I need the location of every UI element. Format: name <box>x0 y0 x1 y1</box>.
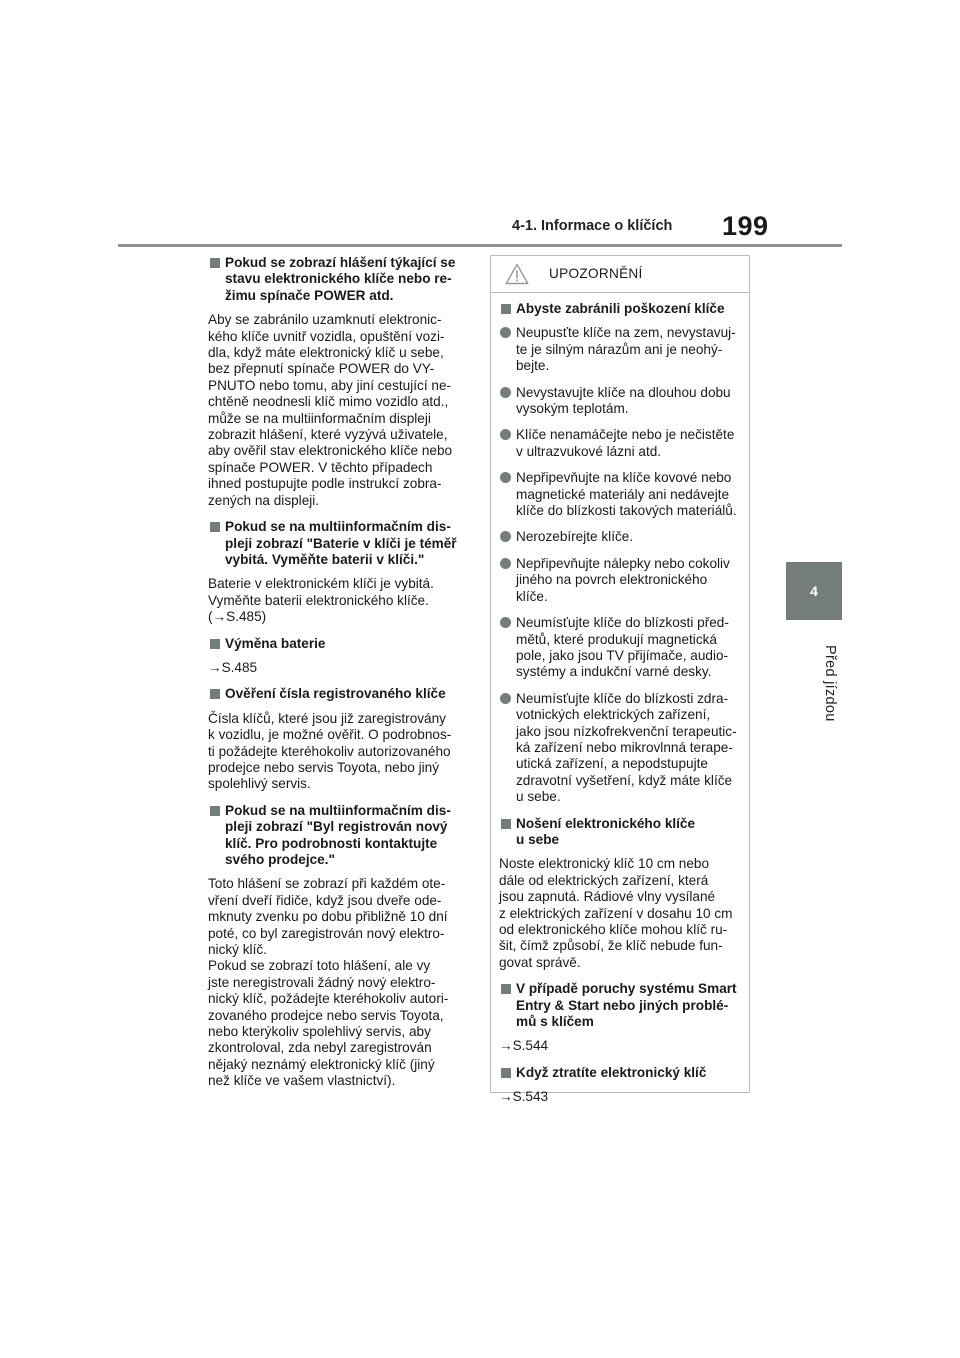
page-reference-link[interactable]: →S.485 <box>208 659 258 675</box>
list-item-text: Nevystavujte klíče na dlouhou dobu vysokým teplotám. <box>516 384 731 417</box>
heading-text: Ověření čísla registrovaného klíče <box>225 686 446 702</box>
square-bullet-icon <box>501 1068 511 1078</box>
chapter-tab[interactable]: 4 <box>786 562 842 620</box>
list-item <box>499 615 743 681</box>
heading-text: Když ztratíte elektronický klíč <box>516 1064 707 1080</box>
heading-new-key-registered <box>208 803 468 869</box>
paragraph-carrying-key: Noste elektronický klíč 10 cm nebo dále od elektrických zařízení, která jsou zapnutá. Rádiové vlny vysílané z elektrických zařízení v dosahu 10 cm od elektronického klíče mohou klíč ru- šit, čímž způsobí, že klíč nebude fun- govat správě. <box>499 856 733 970</box>
section-title: 4-1. Informace o klíčích <box>512 218 673 234</box>
square-bullet-icon <box>501 304 511 314</box>
heading-smart-entry-malfunction <box>499 981 743 1030</box>
square-bullet-icon <box>210 522 220 532</box>
round-bullet-icon <box>500 327 511 338</box>
round-bullet-icon <box>500 429 511 440</box>
heading-prevent-key-damage <box>499 301 743 317</box>
round-bullet-icon <box>500 472 511 483</box>
list-item <box>499 427 743 460</box>
heading-text: Nošení elektronického klíče u sebe <box>516 815 696 847</box>
paragraph-key-status: Aby se zabránilo uzamknutí elektronic- kého klíče uvnitř vozidla, opuštění vozi- dla, když máte elektronický klíč u sebe, bez přepnutí spínače POWER do VY- PNUTO nebo tomu, aby jiní cestující ne- chtěně neodnesli klíč mimo vozidlo atd., může se na multiinformačním displeji zobrazit hlášení, které vyzývá uživatele, aby ověřil stav elektronického klíče nebo spínače POWER. V těchto případech ihned postupujte podle instrukcí zobra- zených na displeji. <box>208 312 453 508</box>
list-item-text: Neumísťujte klíče do blízkosti zdra- votnických elektrických zařízení, jako jsou nízkofrekvenční terapeutic- ká zařízení nebo mikrovlnná terape- utická zařízení, a nepodstupujte zdravotní vyšetření, když máte klíče u sebe. <box>516 690 737 805</box>
warning-header <box>491 256 749 293</box>
square-bullet-icon <box>501 819 511 829</box>
list-item-text: Nepřipevňujte nálepky nebo cokoliv jiného na povrch elektronického klíče. <box>516 555 730 604</box>
list-item-text: Neumísťujte klíče do blízkosti před- mětů, které produkují magnetická pole, jako jsou TV přijímače, audio- systémy a indukční varné desky. <box>516 615 729 680</box>
page-reference-link[interactable]: →S.544 <box>499 1038 549 1054</box>
page-number: 199 <box>722 211 769 241</box>
list-item <box>499 529 743 545</box>
warning-triangle-icon <box>505 263 529 285</box>
paragraph-battery-low: Baterie v elektronickém klíči je vybitá. Vyměňte baterii elektronického klíče. (→S.485) <box>208 576 434 625</box>
left-column <box>208 255 468 1100</box>
heading-carrying-key <box>499 816 743 849</box>
square-bullet-icon <box>210 689 220 699</box>
round-bullet-icon <box>500 531 511 542</box>
list-item-text: Nepřipevňujte na klíče kovové nebo magnetické materiály ani nedávejte klíče do blízkosti takových materiálů. <box>516 470 737 519</box>
round-bullet-icon <box>500 387 511 398</box>
list-item <box>499 470 743 519</box>
list-item-text: Neupusťte klíče na zem, nevystavuj- te je silným nárazům ani je neohý- bejte. <box>516 325 736 374</box>
square-bullet-icon <box>210 639 220 649</box>
page-reference-link[interactable]: →S.543 <box>499 1089 549 1105</box>
chapter-title: Před jízdou <box>822 644 838 722</box>
paragraph-new-key-registered: Toto hlášení se zobrazí při každém ote- vření dveří řidiče, když jsou dveře ode- mknuty zvenku po dobu přibližně 10 dní poté, co byl zaregistrován nový elektro- nický klíč. Pokud se zobrazí toto hlášení, ale vy jste neregistrovali žádný nový elektro- nický klíč, požádejte kteréhokoliv autori- zovaného prodejce nebo servis Toyota, nebo kterýkoliv spolehlivý servis, aby zkontroloval, zda nebyl zaregistrován nějaký neznámý elektronický klíč (jiný než klíče ve vašem vlastnictví). <box>208 876 449 1089</box>
list-item <box>499 325 743 374</box>
heading-text: Pokud se na multiinformačním dis- pleji zobrazí "Baterie v klíči je téměř vybitá. Vyměňte baterii v klíči." <box>225 519 457 567</box>
header-rule <box>118 244 842 247</box>
round-bullet-icon <box>500 617 511 628</box>
warning-box <box>490 255 750 1105</box>
list-item <box>499 556 743 605</box>
heading-registered-key-check <box>208 686 468 702</box>
round-bullet-icon <box>500 558 511 569</box>
list-item-text: Nerozebírejte klíče. <box>516 529 634 545</box>
heading-text: Pokud se na multiinformačním dis- pleji zobrazí "Byl registrován nový klíč. Pro podrobnosti kontaktujte svého prodejce." <box>225 802 451 867</box>
heading-key-status-message <box>208 255 468 304</box>
heading-battery-low-message <box>208 519 468 568</box>
square-bullet-icon <box>210 258 220 268</box>
square-bullet-icon <box>501 984 511 994</box>
heading-text: Abyste zabránili poškození klíče <box>516 301 725 316</box>
list-item <box>499 691 743 806</box>
heading-lost-key <box>499 1065 743 1081</box>
list-item <box>499 385 743 418</box>
round-bullet-icon <box>500 693 511 704</box>
paragraph-registered-key-check: Čísla klíčů, které jsou již zaregistrovány k vozidlu, je možné ověřit. O podrobnos- ti požádejte kteréhokoliv autorizovaného prodejce nebo servis Toyota, nebo jiný spolehlivý servis. <box>208 710 452 792</box>
heading-battery-replacement <box>208 636 468 652</box>
heading-text: Výměna baterie <box>225 635 326 651</box>
list-item-text: Klíče nenamáčejte nebo je nečistěte v ultrazvukové lázni atd. <box>516 427 735 459</box>
heading-text: Pokud se zobrazí hlášení týkající se stavu elektronického klíče nebo re- žimu spínače POWER atd. <box>225 255 456 303</box>
square-bullet-icon <box>210 806 220 816</box>
warning-title: UPOZORNĚNÍ <box>549 265 643 281</box>
heading-text: V případě poruchy systému Smart Entry & Start nebo jiných problé- mů s klíčem <box>516 981 737 1030</box>
